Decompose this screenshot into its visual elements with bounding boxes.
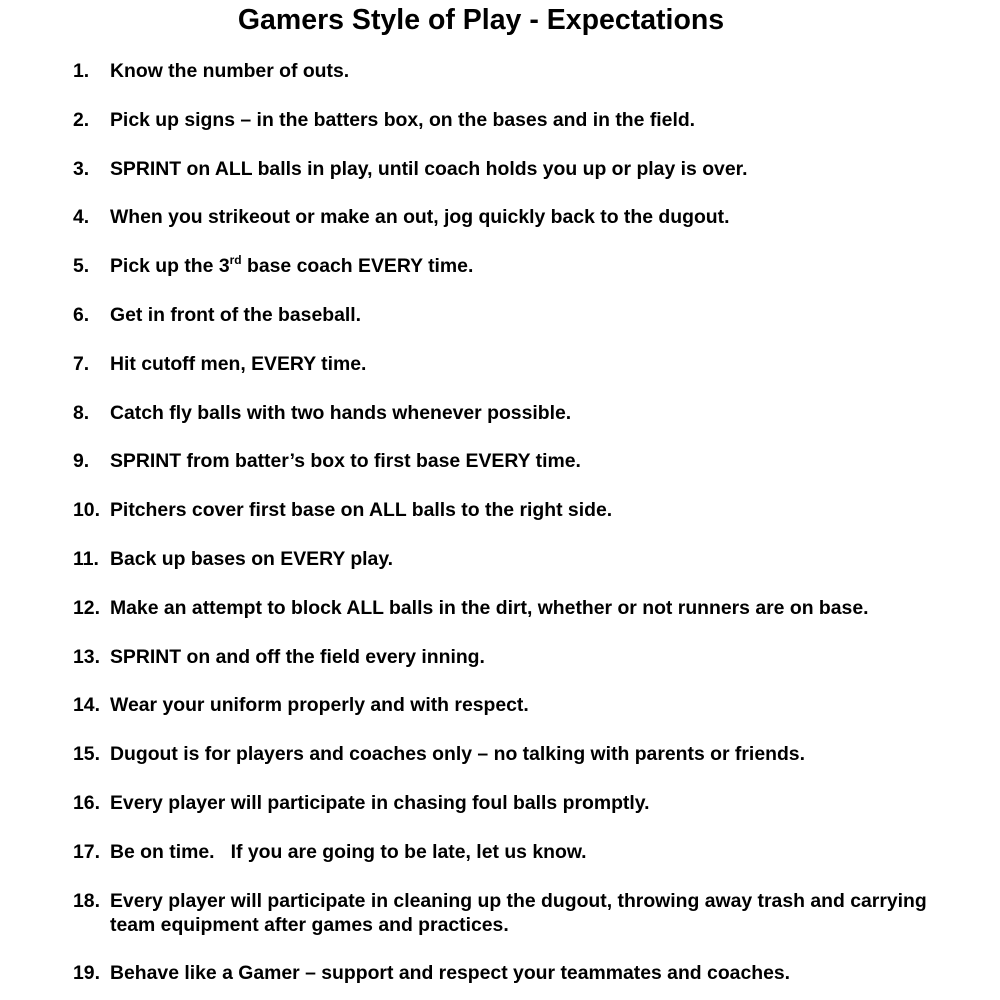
list-item — [73, 498, 953, 522]
item-number: 6. — [73, 303, 90, 326]
list-item — [73, 889, 953, 937]
item-text: Behave like a Gamer – support and respect your teammates and coaches. — [110, 962, 791, 985]
item-number: 16. — [73, 791, 100, 814]
item-text: SPRINT from batter’s box to first base EVERY time. — [110, 450, 581, 473]
list-item — [73, 303, 953, 327]
item-text: Get in front of the baseball. — [110, 303, 362, 326]
item-text-after: base coach EVERY time. — [241, 255, 474, 278]
list-item — [73, 693, 953, 717]
item-number: 15. — [73, 743, 100, 766]
list-item — [73, 401, 953, 425]
list-item — [73, 449, 953, 473]
item-number: 4. — [73, 206, 90, 229]
item-text: SPRINT on and off the field every inning. — [110, 645, 485, 668]
item-number: 19. — [73, 962, 100, 985]
list-item — [73, 352, 953, 376]
item-number: 18. — [73, 889, 100, 912]
superscript-ordinal: rd — [229, 252, 242, 267]
page-title: Gamers Style of Play - Expectations — [237, 4, 725, 36]
item-text: Hit cutoff men, EVERY time. — [110, 352, 367, 375]
item-text: Every player will participate in chasing foul balls promptly. — [110, 791, 650, 814]
item-text: When you strikeout or make an out, jog quickly back to the dugout. — [110, 206, 730, 229]
list-item — [73, 840, 953, 864]
item-number: 17. — [73, 840, 100, 863]
item-number: 13. — [73, 645, 100, 668]
expectations-list — [73, 59, 953, 1000]
item-text — [110, 252, 474, 278]
list-item — [73, 791, 953, 815]
item-number: 9. — [73, 450, 90, 473]
list-item — [73, 547, 953, 571]
list-item — [73, 254, 953, 278]
item-text: Pitchers cover first base on ALL balls to the right side. — [110, 499, 613, 522]
item-number: 5. — [73, 255, 90, 278]
list-item — [73, 961, 953, 985]
list-item — [73, 742, 953, 766]
item-text: SPRINT on ALL balls in play, until coach holds you up or play is over. — [110, 157, 748, 180]
item-number: 11. — [73, 547, 99, 570]
item-text: Dugout is for players and coaches only – no talking with parents or friends. — [110, 743, 805, 766]
item-text: Wear your uniform properly and with respect. — [110, 694, 529, 717]
item-text: Back up bases on EVERY play. — [110, 547, 394, 570]
item-text-before: Pick up the 3 — [110, 255, 230, 278]
item-text: Make an attempt to block ALL balls in the dirt, whether or not runners are on base. — [110, 596, 869, 619]
list-item — [73, 157, 953, 181]
item-number: 14. — [73, 694, 100, 717]
item-number: 1. — [73, 60, 90, 82]
item-number: 8. — [73, 401, 90, 424]
item-text: Be on time. If you are going to be late, let us know. — [110, 840, 587, 863]
item-text: Every player will participate in cleaning up the dugout, throwing away trash and carrying team equipment after games and practices. — [110, 889, 927, 936]
list-item — [73, 596, 953, 620]
item-number: 10. — [73, 499, 100, 522]
item-text: Pick up signs – in the batters box, on the bases and in the field. — [110, 108, 696, 131]
item-number: 3. — [73, 157, 90, 180]
item-number: 12. — [73, 596, 100, 619]
item-text: Catch fly balls with two hands whenever possible. — [110, 401, 572, 424]
list-item — [73, 108, 953, 132]
item-number: 2. — [73, 108, 90, 131]
item-text: Know the number of outs. — [110, 60, 350, 82]
list-item — [73, 59, 953, 83]
list-item — [73, 205, 953, 229]
list-item — [73, 645, 953, 669]
item-number: 7. — [73, 352, 90, 375]
